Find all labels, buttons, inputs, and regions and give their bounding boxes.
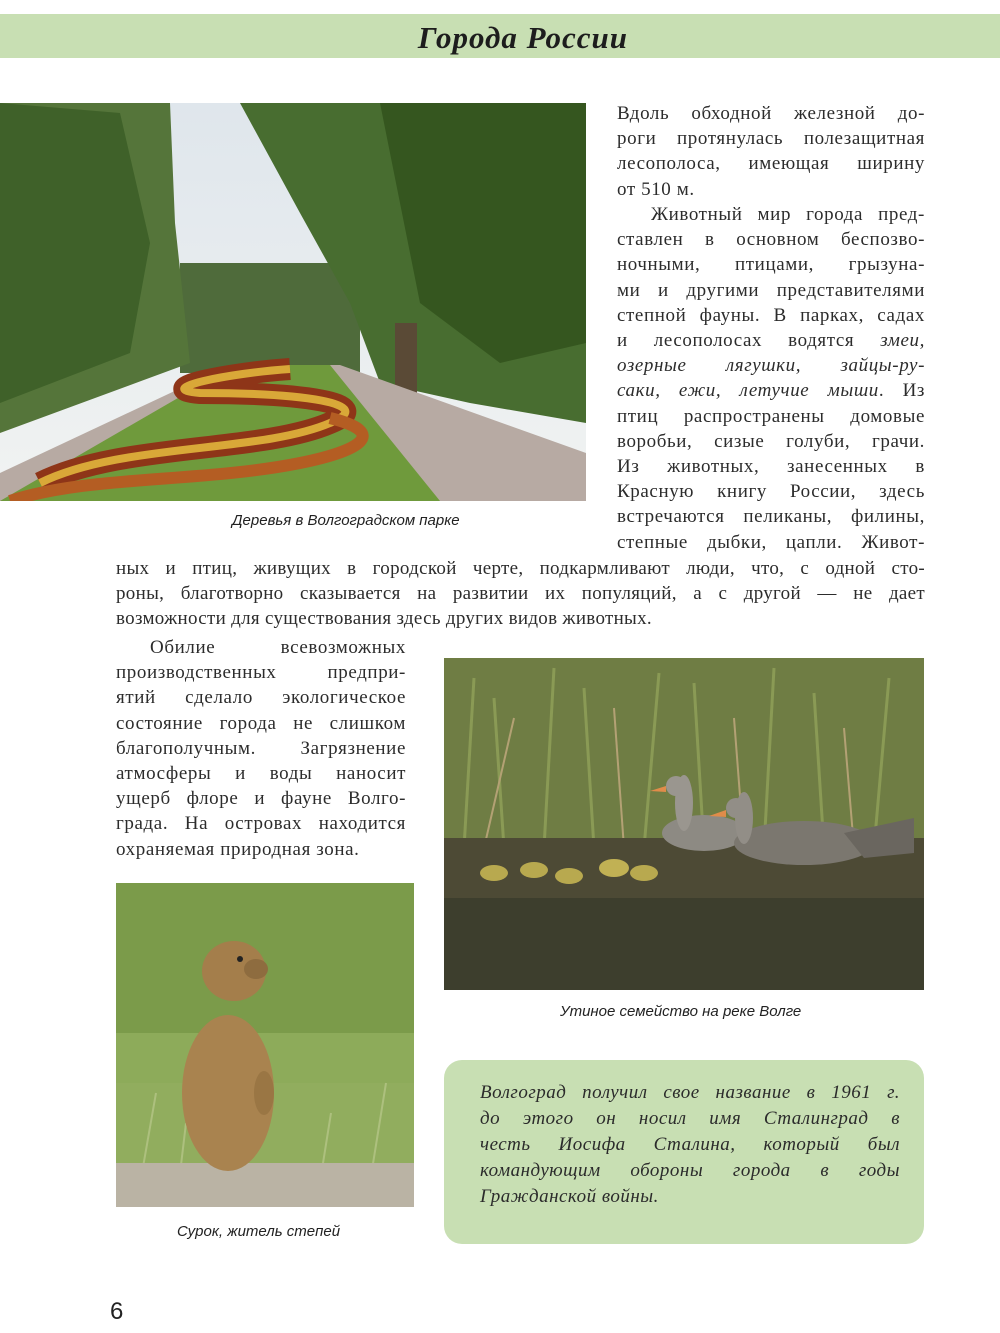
paragraph-ecology — [116, 635, 406, 862]
italic-fragment: змеи, — [880, 330, 925, 352]
text-line: Красную книгу России, здесь — [617, 481, 925, 503]
geese-photo-caption: Утиное семейство на реке Волге — [560, 1003, 802, 1020]
text-line: от 510 м. — [617, 178, 695, 200]
text-line: лесополоса, имеющая ширину — [617, 153, 925, 175]
text-line: ночными, птицами, грызуна- — [617, 254, 925, 276]
text-line: состояние города не слишком — [116, 712, 406, 734]
geese-photo — [444, 658, 924, 990]
fact-box — [444, 1060, 924, 1244]
text-line: до этого он носил имя Сталинград в — [480, 1108, 900, 1129]
text-line: ущерб флоре и фауне Волго- — [116, 788, 406, 810]
text-line: степные дыбки, цапли. Живот- — [617, 531, 925, 553]
text-line: воробьи, сизые голуби, грачи. — [617, 430, 925, 452]
text-line: Из животных, занесенных в — [617, 456, 925, 478]
text-line: возможности для существования здесь других видов животных. — [116, 608, 652, 630]
marmot-photo — [116, 883, 414, 1207]
marmot-photo-caption: Сурок, житель степей — [177, 1223, 341, 1240]
text-line: охраняемая природная зона. — [116, 838, 360, 860]
page-title: Города России — [417, 20, 628, 55]
text-line: встречаются пеликаны, филины, — [617, 506, 925, 528]
text-fragment: . Из — [878, 380, 925, 402]
text-line: ятий сделало экологическое — [116, 687, 406, 709]
text-line: благополучным. Загрязнение — [116, 737, 406, 759]
text-line — [617, 378, 925, 403]
page-number: 6 — [110, 1298, 124, 1325]
text-line: Волгоград получил свое название в 1961 г. — [480, 1082, 900, 1103]
text-line: Вдоль обходной железной до- — [617, 103, 925, 124]
text-line — [617, 353, 925, 378]
fact-text — [480, 1080, 900, 1210]
italic-fragment: саки, ежи, летучие мыши — [617, 380, 879, 402]
text-line: Обилие всевозможных — [150, 637, 406, 658]
text-line: производственных предпри- — [116, 662, 406, 684]
text-fragment: и лесополосах водятся — [617, 330, 881, 352]
paragraph-shelterbelt — [617, 101, 925, 202]
text-line: града. На островах находится — [116, 813, 406, 835]
text-line: командующим обороны города в годы — [480, 1160, 900, 1181]
text-line: Животный мир города пред- — [651, 204, 925, 225]
text-line: ставлен в основном беспозво- — [617, 229, 925, 251]
park-photo-caption: Деревья в Волгоградском парке — [232, 512, 460, 529]
paragraph-fauna-continued — [116, 556, 925, 632]
text-line: ми и другими представителями — [617, 279, 925, 301]
paragraph-fauna — [617, 202, 925, 555]
text-line: роны, благотворно сказывается на развитии их популяций, а с другой — не дает — [116, 583, 925, 605]
text-line: честь Иосифа Сталина, который был — [480, 1134, 900, 1155]
text-line: птиц распространены домовые — [617, 405, 925, 427]
text-line: роги протянулась полезащитная — [617, 128, 925, 150]
text-line: степной фауны. В парках, садах — [617, 304, 925, 326]
park-photo — [0, 103, 586, 501]
text-line — [617, 328, 925, 353]
text-line: Гражданской войны. — [480, 1186, 659, 1207]
italic-fragment: озерные лягушки, зайцы-ру- — [617, 355, 925, 377]
text-line: атмосферы и воды наносит — [116, 763, 406, 785]
text-line: ных и птиц, живущих в городской черте, подкармливают люди, что, с одной сто- — [116, 558, 925, 579]
header-band — [0, 14, 1000, 58]
